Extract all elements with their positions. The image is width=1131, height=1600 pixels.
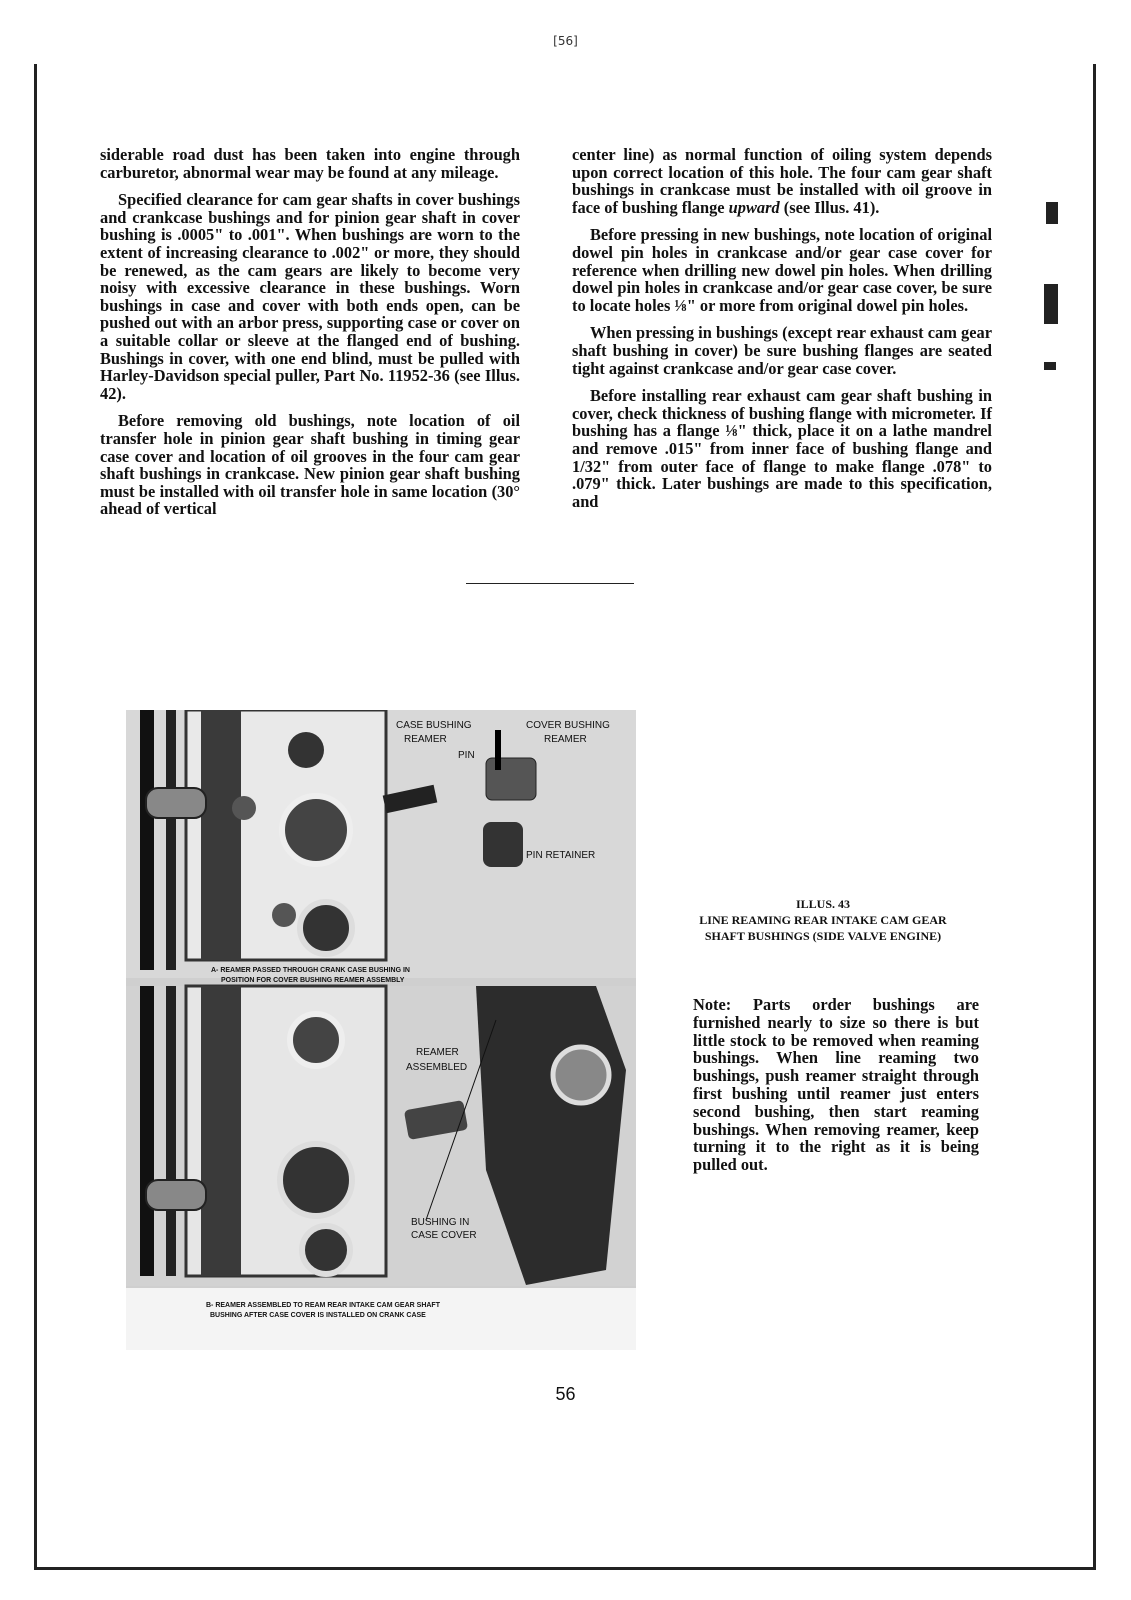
caption-number: ILLUS. 43 bbox=[795, 897, 851, 911]
paragraph-text: (see Illus. 41). bbox=[779, 197, 880, 217]
paragraph-text: center line) as normal function of oiling system depends upon correct location of this hole. The four cam gear shaft bushings in crankcase must be installed with oil groove in face of bushing flange bbox=[572, 145, 992, 217]
label-case-cover: CASE COVER bbox=[411, 1230, 477, 1241]
page-number: 56 bbox=[555, 1384, 576, 1404]
caption-line: SHAFT BUSHINGS (SIDE VALVE ENGINE) bbox=[704, 929, 942, 943]
label-reamer-a: REAMER bbox=[404, 734, 447, 745]
emphasis: upward bbox=[728, 197, 780, 217]
photo-drawing bbox=[126, 710, 636, 1350]
label-cover-bushing: COVER BUSHING bbox=[526, 720, 610, 731]
label-assembled: ASSEMBLED bbox=[406, 1062, 468, 1073]
paragraph: Specified clearance for cam gear shafts in cover bushings and crankcase bushings and for pinion gear shaft in cover bushing is .0005" to .001". When bushings are worn to the extent of increasing clearance to .002" or more, they should be renewed, as the cam gears are likely to become very noisy with excessive clearance in these bushings. Worn bushings in case and cover with both ends open, can be pushed out with an arbor press, supporting case or cover on a suitable collar or sleeve at the flanged end of bushing. Bushings in cover, with one end blind, must be pulled with Harley-Davidson special puller, Part No. 11952-36 (see Illus. 42). bbox=[100, 190, 520, 403]
figure-caption bbox=[650, 896, 996, 944]
caption-line: LINE REAMING REAR INTAKE CAM GEAR bbox=[699, 913, 947, 927]
note-paragraph: Note: Parts order bushings are furnished nearly to size so there is but little stock to be removed when reaming bushings. When line reaming two bushings, push reamer straight through first bushing until reamer just enters second bushing, then start reaming bushings. When removing reamer, keep turning it to the right as it is being pulled out. bbox=[693, 995, 979, 1175]
right-column bbox=[572, 146, 992, 520]
scan-mark bbox=[1046, 202, 1058, 224]
label-pin-retainer: PIN RETAINER bbox=[526, 850, 596, 861]
illustration-photo bbox=[126, 710, 636, 1350]
left-column bbox=[100, 146, 520, 528]
paragraph bbox=[572, 146, 992, 216]
paragraph: When pressing in bushings (except rear exhaust cam gear shaft bushing in cover) be sure bushing flanges are seated tight against crankcase and/or gear case cover. bbox=[572, 323, 992, 378]
paragraph: Before removing old bushings, note location of oil transfer hole in pinion gear shaft bushing in timing gear case cover and location of oil grooves in the four cam gear shaft bushings in crankcase. New pinion gear shaft bushing must be installed with oil transfer hole in same location (30° ahead of vertical bbox=[100, 411, 520, 519]
label-bushing-in: BUSHING IN bbox=[411, 1217, 470, 1228]
label-reamer-2: REAMER bbox=[416, 1047, 459, 1058]
caption-a-line2: POSITION FOR COVER BUSHING REAMER ASSEMBLY bbox=[221, 977, 405, 984]
label-pin: PIN bbox=[458, 750, 475, 761]
paragraph: Before installing rear exhaust cam gear shaft bushing in cover, check thickness of bushing flange with micrometer. If bushing has a flange ⅛" thick, place it on a lathe mandrel and remove .015" from inner face of bushing flange and 1/32" from outer face of flange to make flange .078" to .079" thick. Later bushings are made to this specification, and bbox=[572, 386, 992, 511]
section-divider bbox=[466, 583, 634, 584]
label-reamer-b: REAMER bbox=[544, 734, 587, 745]
label-case-bushing: CASE BUSHING bbox=[396, 720, 472, 731]
page-reference: [56] bbox=[553, 34, 578, 48]
paragraph: Before pressing in new bushings, note location of original dowel pin holes in crankcase and/or gear case cover for reference when drilling new dowel pin holes. When drilling dowel pin holes in crankcase and/or gear case cover, be sure to locate holes ⅛" or more from original dowel pin holes. bbox=[572, 225, 992, 315]
caption-b-line2: BUSHING AFTER CASE COVER IS INSTALLED ON CRANK CASE bbox=[210, 1312, 426, 1319]
paragraph: siderable road dust has been taken into engine through carburetor, abnormal wear may be found at any mileage. bbox=[100, 145, 520, 182]
scan-mark bbox=[1044, 284, 1058, 324]
scan-mark bbox=[1044, 362, 1056, 370]
caption-b-line1: B- REAMER ASSEMBLED TO REAM REAR INTAKE CAM GEAR SHAFT bbox=[206, 1302, 440, 1309]
caption-a-line1: A- REAMER PASSED THROUGH CRANK CASE BUSHING IN bbox=[211, 967, 410, 974]
